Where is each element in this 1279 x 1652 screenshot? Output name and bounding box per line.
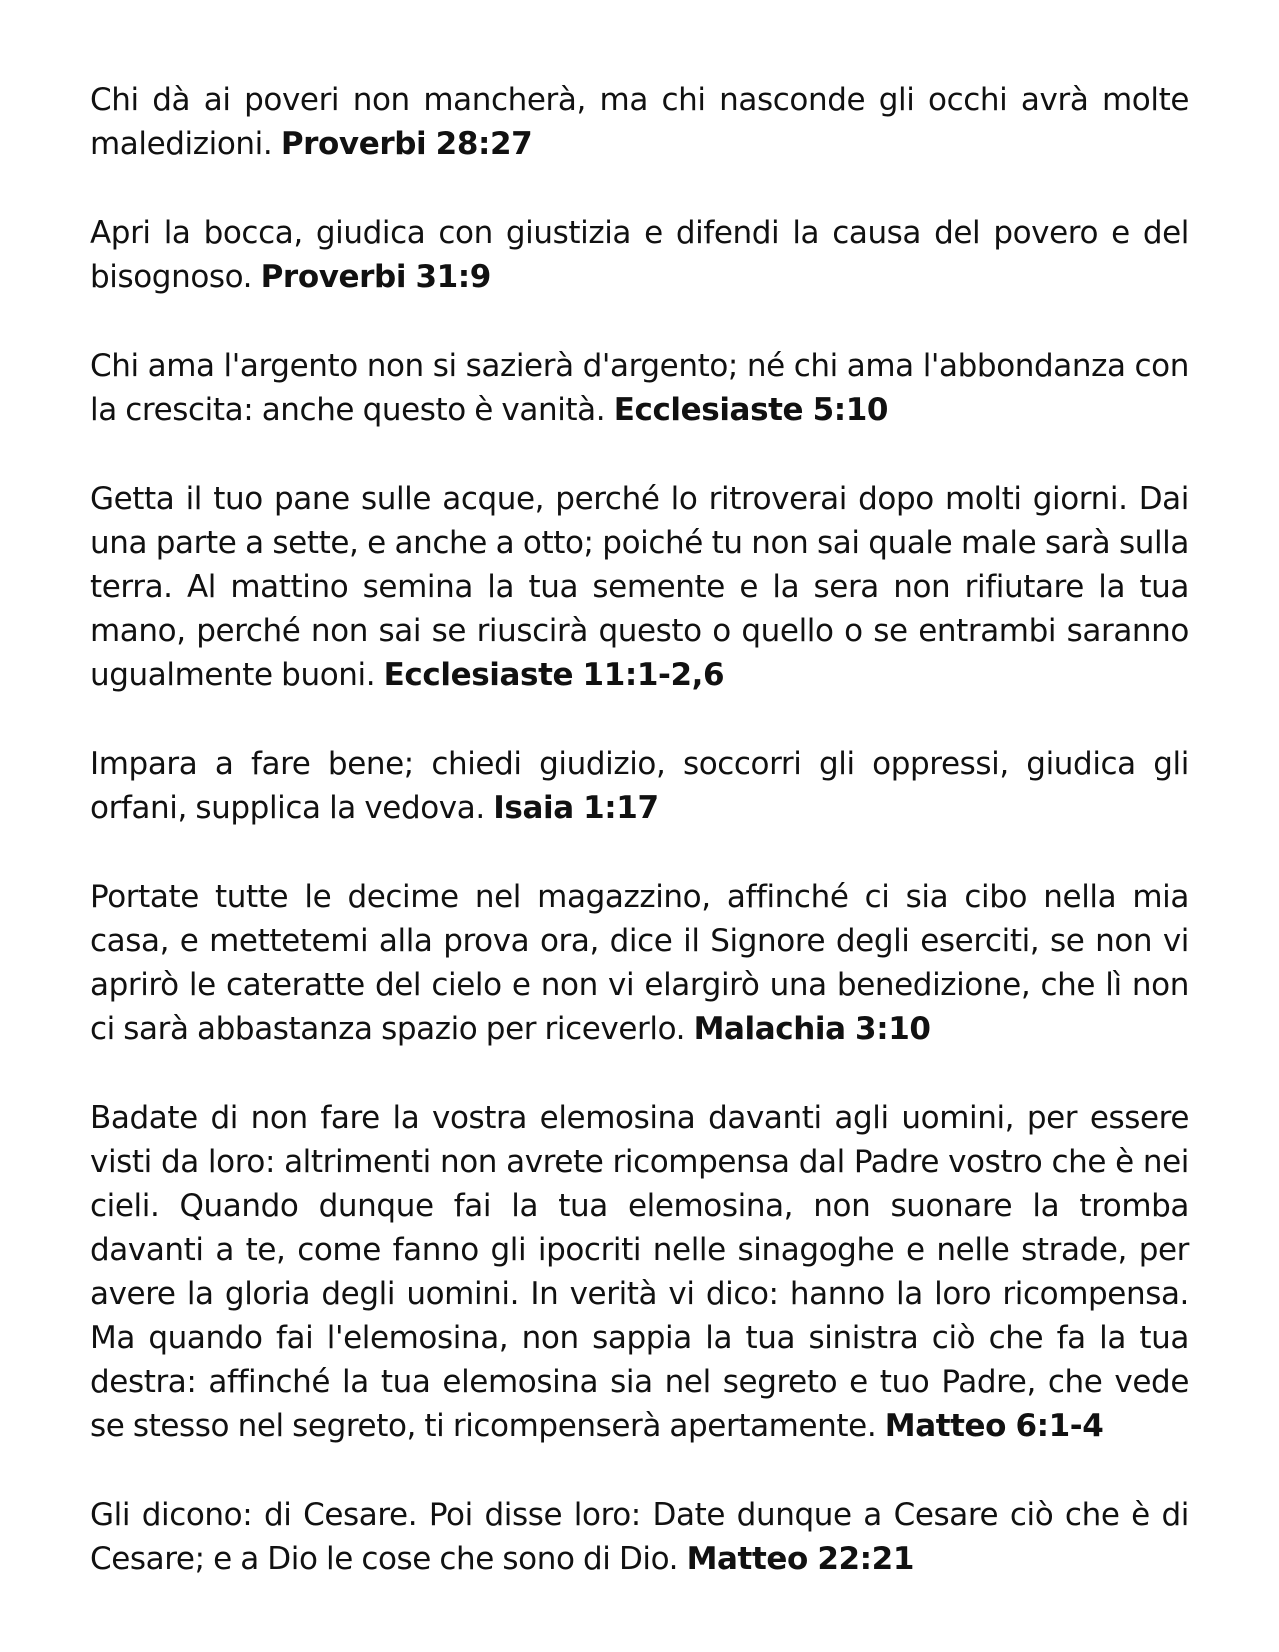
verse-text: Chi dà ai poveri non mancherà, ma chi nasconde gli occhi avrà molte maledizioni. — [90, 82, 1189, 162]
verse-reference: Matteo 6:1-4 — [884, 1408, 1104, 1444]
verse-reference: Proverbi 31:9 — [260, 259, 491, 295]
verse-text: Getta il tuo pane sulle acque, perché lo ritroverai dopo molti giorni. Dai una parte a sette, e anche a otto; poiché tu non sai quale male sarà sulla terra. Al mattino semina la tua semente e la sera non rifiutare la tua mano, perché non sai se riuscirà questo o quello o se entrambi saranno ugualmente buoni. — [90, 481, 1189, 693]
verse-paragraph — [90, 1493, 1189, 1581]
verse-paragraph — [90, 78, 1189, 166]
verse-paragraph — [90, 211, 1189, 299]
verse-text: Impara a fare bene; chiedi giudizio, soccorri gli oppressi, giudica gli orfani, supplica la vedova. — [90, 746, 1189, 826]
verse-reference: Proverbi 28:27 — [280, 126, 533, 162]
verse-text: Apri la bocca, giudica con giustizia e difendi la causa del povero e del bisognoso. — [90, 215, 1189, 295]
verse-text: Badate di non fare la vostra elemosina davanti agli uomini, per essere visti da loro: altrimenti non avrete ricompensa dal Padre vostro che è nei cieli. Quando dunque fai la tua elemosina, non suonare la tromba davanti a te, come fanno gli ipocriti nelle sinagoghe e nelle strade, per avere la gloria degli uomini. In verità vi dico: hanno la loro ricompensa. Ma quando fai l'elemosina, non sappia la tua sinistra ciò che fa la tua destra: affinché la tua elemosina sia nel segreto e tuo Padre, che vede se stesso nel segreto, ti ricompenserà apertamente. — [90, 1100, 1189, 1444]
verse-reference: Matteo 22:21 — [686, 1541, 914, 1577]
verse-reference: Ecclesiaste 5:10 — [613, 392, 889, 428]
verse-text: Chi ama l'argento non si sazierà d'argento; né chi ama l'abbondanza con la crescita: anche questo è vanità. — [90, 348, 1189, 428]
verse-reference: Malachia 3:10 — [693, 1011, 931, 1047]
verse-paragraph — [90, 344, 1189, 432]
verse-reference: Isaia 1:17 — [493, 790, 659, 826]
verse-paragraph — [90, 477, 1189, 697]
verse-paragraph — [90, 875, 1189, 1051]
verse-reference: Ecclesiaste 11:1-2,6 — [383, 657, 725, 693]
verse-paragraph — [90, 742, 1189, 830]
verse-paragraph — [90, 1096, 1189, 1448]
verse-text: Portate tutte le decime nel magazzino, affinché ci sia cibo nella mia casa, e mettetemi alla prova ora, dice il Signore degli eserciti, se non vi aprirò le cateratte del cielo e non vi elargirò una benedizione, che lì non ci sarà abbastanza spazio per riceverlo. — [90, 879, 1189, 1047]
verse-text: Gli dicono: di Cesare. Poi disse loro: Date dunque a Cesare ciò che è di Cesare; e a Dio le cose che sono di Dio. — [90, 1497, 1189, 1577]
